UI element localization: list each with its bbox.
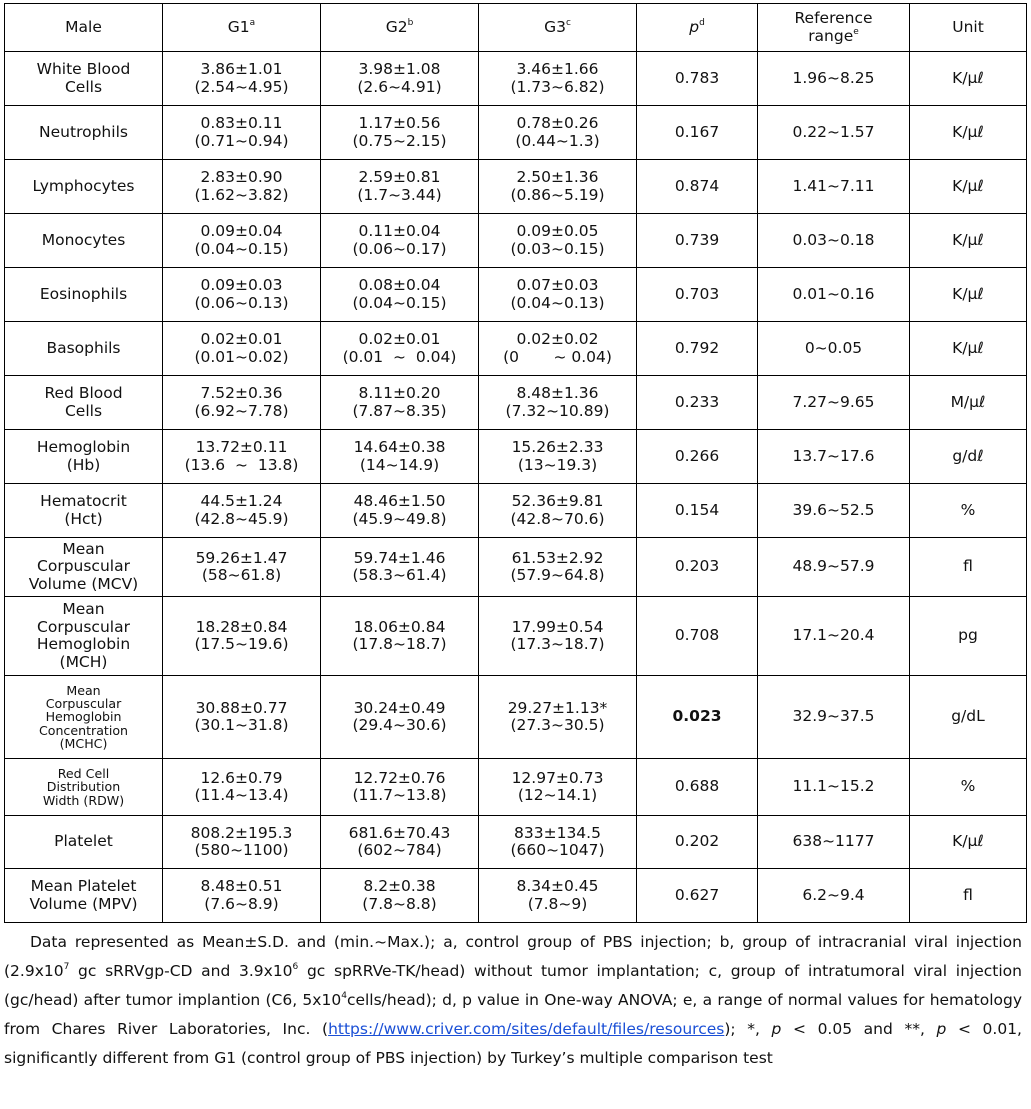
row-label-line: Mean Platelet <box>30 877 137 895</box>
g3-mean: 61.53±2.92 <box>511 548 604 567</box>
g2-range: (2.6~4.91) <box>357 77 442 96</box>
row-label-line: Hematocrit <box>40 492 127 510</box>
footnote-text-6: < 0.05 and **, <box>781 1020 937 1038</box>
reference-range: 17.1~20.4 <box>758 597 910 676</box>
g1-cell <box>163 869 321 923</box>
row-label-line: Monocytes <box>41 230 126 249</box>
row-label <box>5 322 163 376</box>
g2-cell <box>321 484 479 538</box>
p-value: 0.708 <box>637 597 758 676</box>
g1-range: (0.71~0.94) <box>194 131 289 150</box>
g2-range: (7.87~8.35) <box>352 401 447 420</box>
g2-cell <box>321 376 479 430</box>
g3-range: (42.8~70.6) <box>510 509 605 528</box>
footnote-sup-2: 6 <box>292 962 299 972</box>
footnote-p-2: p <box>936 1020 947 1038</box>
g1-mean: 44.5±1.24 <box>200 492 283 510</box>
g2-mean: 1.17±0.56 <box>358 114 441 132</box>
g1-range: (1.62~3.82) <box>194 185 289 204</box>
p-value: 0.203 <box>637 538 758 597</box>
g2-range: (7.8~8.8) <box>362 894 437 913</box>
g2-mean: 12.72±0.76 <box>353 768 446 787</box>
row-label-line: (Hct) <box>64 509 103 528</box>
criver-link[interactable]: https://www.criver.com/sites/default/files/resources <box>328 1020 725 1038</box>
header-p <box>637 4 758 52</box>
g2-mean: 8.2±0.38 <box>363 877 436 895</box>
g2-range: (602~784) <box>357 841 442 859</box>
row-label-line: Width (RDW) <box>42 792 125 808</box>
row-label-line: Volume (MCV) <box>28 574 139 593</box>
g2-mean: 2.59±0.81 <box>358 168 441 186</box>
reference-range: 1.41~7.11 <box>758 160 910 214</box>
g1-range: (580~1100) <box>194 841 289 859</box>
row-label-line: Mean <box>66 682 101 698</box>
row-label <box>5 214 163 268</box>
reference-range: 39.6~52.5 <box>758 484 910 538</box>
row-label-line: (Hb) <box>66 455 101 474</box>
g3-cell <box>479 322 637 376</box>
table-row <box>5 322 1027 376</box>
footnote-text-1: Data represented as Mean±S.D. and (min.~Max.); a, control group of PBS injection; b, group of intracranial viral injection (2.9x10 <box>4 933 1022 980</box>
g3-range: (12~14.1) <box>517 786 598 804</box>
g2-mean: 681.6±70.43 <box>348 823 451 842</box>
g2-range: (0.01 ~ 0.04) <box>342 347 457 366</box>
row-label-line: Red Cell <box>57 766 110 782</box>
g3-range: (7.8~9) <box>527 894 588 913</box>
g2-cell <box>321 597 479 676</box>
header-g2-sup: b <box>407 17 414 28</box>
unit: % <box>910 484 1027 538</box>
g1-mean: 7.52±0.36 <box>200 384 283 402</box>
reference-range: 1.96~8.25 <box>758 52 910 106</box>
g1-mean: 30.88±0.77 <box>195 698 288 717</box>
table-row <box>5 52 1027 106</box>
g1-range: (2.54~4.95) <box>194 77 289 96</box>
g3-cell <box>479 816 637 869</box>
g2-mean: 18.06±0.84 <box>353 617 446 636</box>
g1-range: (42.8~45.9) <box>194 509 289 528</box>
p-value: 0.154 <box>637 484 758 538</box>
g1-cell <box>163 160 321 214</box>
g2-range: (0.75~2.15) <box>352 131 447 150</box>
reference-range: 48.9~57.9 <box>758 538 910 597</box>
g1-cell <box>163 759 321 816</box>
row-label-line: (MCHC) <box>59 735 108 751</box>
g3-mean: 15.26±2.33 <box>511 438 604 456</box>
reference-range: 638~1177 <box>758 816 910 869</box>
p-value: 0.202 <box>637 816 758 869</box>
p-value: 0.874 <box>637 160 758 214</box>
header-g1-sup: a <box>249 17 256 28</box>
reference-range: 32.9~37.5 <box>758 676 910 759</box>
unit: fl <box>910 869 1027 923</box>
header-g3 <box>479 4 637 52</box>
g3-mean: 8.48±1.36 <box>516 384 599 402</box>
g3-range: (1.73~6.82) <box>510 77 605 96</box>
g3-mean: 2.50±1.36 <box>516 168 599 186</box>
g2-mean: 48.46±1.50 <box>353 492 446 510</box>
g2-mean: 0.11±0.04 <box>358 222 441 240</box>
g3-cell <box>479 430 637 484</box>
footnote-p-1: p <box>771 1020 782 1038</box>
g1-mean: 12.6±0.79 <box>200 768 283 787</box>
g3-range: (13~19.3) <box>517 455 598 474</box>
table-row <box>5 676 1027 759</box>
g2-cell <box>321 160 479 214</box>
reference-range: 0.03~0.18 <box>758 214 910 268</box>
row-label <box>5 106 163 160</box>
g2-mean: 30.24±0.49 <box>353 698 446 717</box>
g3-range: (7.32~10.89) <box>505 401 610 420</box>
g2-cell <box>321 869 479 923</box>
row-label <box>5 160 163 214</box>
g1-range: (11.4~13.4) <box>194 786 289 804</box>
row-label-line: Cells <box>64 401 103 420</box>
unit: pg <box>910 597 1027 676</box>
g2-mean: 14.64±0.38 <box>353 438 446 456</box>
unit: M/μℓ <box>910 376 1027 430</box>
g2-range: (14~14.9) <box>359 455 440 474</box>
g3-mean: 17.99±0.54 <box>511 617 604 636</box>
g3-mean: 0.07±0.03 <box>516 276 599 294</box>
g1-range: (0.01~0.02) <box>194 347 289 366</box>
g1-range: (17.5~19.6) <box>194 635 289 653</box>
g3-mean: 8.34±0.45 <box>516 877 599 895</box>
reference-range: 6.2~9.4 <box>758 869 910 923</box>
header-ref-sup: e <box>853 26 859 37</box>
g1-mean: 0.09±0.03 <box>200 276 283 294</box>
p-value: 0.783 <box>637 52 758 106</box>
p-value: 0.688 <box>637 759 758 816</box>
p-value: 0.627 <box>637 869 758 923</box>
row-label-line: Corpuscular <box>37 617 130 636</box>
g3-range: (0.44~1.3) <box>515 131 600 150</box>
unit: K/μℓ <box>910 268 1027 322</box>
g3-mean: 29.27±1.13* <box>507 698 608 717</box>
g2-cell <box>321 322 479 376</box>
table-row <box>5 484 1027 538</box>
reference-range: 0.22~1.57 <box>758 106 910 160</box>
table-row <box>5 376 1027 430</box>
row-label-line: Basophils <box>46 338 121 357</box>
reference-range: 11.1~15.2 <box>758 759 910 816</box>
reference-range: 0.01~0.16 <box>758 268 910 322</box>
p-value: 0.703 <box>637 268 758 322</box>
table-row <box>5 214 1027 268</box>
g1-range: (0.04~0.15) <box>194 239 289 258</box>
g3-cell <box>479 268 637 322</box>
header-g3-sup: c <box>565 17 571 28</box>
row-label <box>5 268 163 322</box>
g1-range: (13.6 ~ 13.8) <box>184 455 299 474</box>
g3-cell <box>479 676 637 759</box>
g3-mean: 12.97±0.73 <box>511 768 604 787</box>
g2-range: (29.4~30.6) <box>352 716 447 734</box>
g1-mean: 0.83±0.11 <box>200 114 283 132</box>
g2-cell <box>321 538 479 597</box>
header-sex: Male <box>5 4 163 52</box>
row-label-line: Mean <box>62 539 105 558</box>
footnote-text-3: gc spRRVe-TK/head) without tumor implantation; c, group of intratumoral viral injection (gc/head) after tumor implantion (C6, 5x10 <box>4 962 1022 1009</box>
g3-range: (0 ~ 0.04) <box>503 347 612 366</box>
g1-cell <box>163 676 321 759</box>
unit: % <box>910 759 1027 816</box>
g1-range: (7.6~8.9) <box>204 894 279 913</box>
table-row <box>5 759 1027 816</box>
g3-cell <box>479 52 637 106</box>
row-label <box>5 869 163 923</box>
row-label-line: Corpuscular <box>45 696 122 712</box>
row-label-line: (MCH) <box>59 652 108 671</box>
p-value: 0.792 <box>637 322 758 376</box>
g3-mean: 3.46±1.66 <box>516 60 599 78</box>
row-label-line: Hemoglobin <box>36 438 131 456</box>
g2-range: (45.9~49.8) <box>352 509 447 528</box>
table-row <box>5 106 1027 160</box>
p-value: 0.233 <box>637 376 758 430</box>
g2-cell <box>321 52 479 106</box>
footnote-text-2: gc sRRVgp-CD and 3.9x10 <box>69 962 293 980</box>
g3-range: (57.9~64.8) <box>510 566 605 584</box>
g3-range: (17.3~18.7) <box>510 635 605 653</box>
g1-mean: 0.09±0.04 <box>200 222 283 240</box>
row-label <box>5 597 163 676</box>
g3-cell <box>479 759 637 816</box>
g2-mean: 3.98±1.08 <box>358 60 441 78</box>
g3-range: (0.03~0.15) <box>510 239 605 258</box>
g1-cell <box>163 268 321 322</box>
g2-range: (1.7~3.44) <box>357 185 442 204</box>
footnote-text-5: ); *, <box>724 1020 772 1038</box>
g1-mean: 18.28±0.84 <box>195 617 288 636</box>
g2-range: (0.06~0.17) <box>352 239 447 258</box>
hematology-table <box>4 3 1027 923</box>
row-label <box>5 816 163 869</box>
unit: K/μℓ <box>910 322 1027 376</box>
g1-cell <box>163 597 321 676</box>
g2-mean: 0.02±0.01 <box>358 330 441 348</box>
g3-cell <box>479 869 637 923</box>
unit: K/μℓ <box>910 214 1027 268</box>
row-label <box>5 376 163 430</box>
g2-cell <box>321 759 479 816</box>
row-label-line: Concentration <box>38 722 129 738</box>
row-label-line: Platelet <box>54 832 113 851</box>
header-row <box>5 4 1027 52</box>
header-g1 <box>163 4 321 52</box>
g3-range: (0.86~5.19) <box>510 185 605 204</box>
table-container <box>4 3 1026 1073</box>
g2-range: (58.3~61.4) <box>352 566 447 584</box>
row-label <box>5 759 163 816</box>
g1-mean: 59.26±1.47 <box>195 548 288 567</box>
reference-range: 7.27~9.65 <box>758 376 910 430</box>
table-row <box>5 160 1027 214</box>
table-row <box>5 816 1027 869</box>
g1-cell <box>163 322 321 376</box>
g1-mean: 3.86±1.01 <box>200 60 283 78</box>
g2-range: (11.7~13.8) <box>352 786 447 804</box>
unit: g/dL <box>910 676 1027 759</box>
footnote-sup-1: 7 <box>63 962 70 972</box>
header-reference-range <box>758 4 910 52</box>
row-label-line: Volume (MPV) <box>29 894 138 913</box>
g1-range: (58~61.8) <box>201 566 282 584</box>
footnote <box>4 928 1026 1073</box>
g2-cell <box>321 430 479 484</box>
g2-range: (0.04~0.15) <box>352 293 447 312</box>
p-value: 0.266 <box>637 430 758 484</box>
row-label-line: Neutrophils <box>39 122 128 141</box>
unit: fl <box>910 538 1027 597</box>
header-ref-line2: range <box>808 26 854 45</box>
g1-cell <box>163 816 321 869</box>
row-label-line: Cells <box>64 77 103 96</box>
table-row <box>5 538 1027 597</box>
row-label-line: Mean <box>62 600 105 618</box>
g2-cell <box>321 676 479 759</box>
row-label-line: Red Blood <box>44 384 123 402</box>
g1-range: (0.06~0.13) <box>194 293 289 312</box>
g1-cell <box>163 430 321 484</box>
g3-mean: 52.36±9.81 <box>511 492 604 510</box>
g1-mean: 2.83±0.90 <box>200 168 283 186</box>
p-value: 0.167 <box>637 106 758 160</box>
g3-range: (660~1047) <box>510 841 605 859</box>
g1-range: (6.92~7.78) <box>194 401 289 420</box>
p-value: 0.023 <box>637 676 758 759</box>
row-label-line: Distribution <box>46 779 121 795</box>
row-label-line: Lymphocytes <box>32 176 135 195</box>
header-g3-label: G3 <box>544 17 566 36</box>
g3-cell <box>479 597 637 676</box>
header-p-label: p <box>689 17 700 36</box>
row-label <box>5 52 163 106</box>
row-label <box>5 430 163 484</box>
header-g1-label: G1 <box>227 17 250 36</box>
row-label-line: Hemoglobin <box>45 709 122 725</box>
row-label-line: White Blood <box>36 60 131 78</box>
row-label <box>5 484 163 538</box>
g2-cell <box>321 214 479 268</box>
g1-cell <box>163 52 321 106</box>
g1-mean: 13.72±0.11 <box>195 438 288 456</box>
p-value: 0.739 <box>637 214 758 268</box>
g1-cell <box>163 538 321 597</box>
g3-mean: 0.09±0.05 <box>516 222 599 240</box>
footnote-text-7: < 0.01, significantly different from G1 (control group of PBS injection) by Turkey’s multiple comparison test <box>4 1020 1022 1067</box>
header-unit: Unit <box>910 4 1027 52</box>
g2-range: (17.8~18.7) <box>352 635 447 653</box>
g2-cell <box>321 816 479 869</box>
unit: K/μℓ <box>910 160 1027 214</box>
g1-cell <box>163 376 321 430</box>
unit: K/μℓ <box>910 106 1027 160</box>
g1-cell <box>163 484 321 538</box>
g1-mean: 808.2±195.3 <box>190 823 293 842</box>
g3-range: (27.3~30.5) <box>510 716 605 734</box>
g1-cell <box>163 214 321 268</box>
g2-cell <box>321 268 479 322</box>
g3-cell <box>479 106 637 160</box>
g1-range: (30.1~31.8) <box>194 716 289 734</box>
row-label-line: Hemoglobin <box>36 635 131 653</box>
unit: K/μℓ <box>910 52 1027 106</box>
g2-mean: 59.74±1.46 <box>353 548 446 567</box>
header-g2-label: G2 <box>385 17 408 36</box>
g2-mean: 8.11±0.20 <box>358 384 441 402</box>
g3-cell <box>479 484 637 538</box>
g1-mean: 8.48±0.51 <box>200 877 283 895</box>
g3-range: (0.04~0.13) <box>510 293 605 312</box>
g3-mean: 0.02±0.02 <box>516 330 599 348</box>
g3-cell <box>479 160 637 214</box>
g2-mean: 0.08±0.04 <box>358 276 441 294</box>
table-row <box>5 597 1027 676</box>
reference-range: 0~0.05 <box>758 322 910 376</box>
row-label <box>5 538 163 597</box>
table-row <box>5 430 1027 484</box>
header-ref-line1: Reference <box>794 9 873 27</box>
g3-mean: 833±134.5 <box>514 823 601 842</box>
g3-cell <box>479 376 637 430</box>
header-g2 <box>321 4 479 52</box>
table-row <box>5 869 1027 923</box>
g3-cell <box>479 214 637 268</box>
row-label-line: Eosinophils <box>39 284 128 303</box>
g3-cell <box>479 538 637 597</box>
table-row <box>5 268 1027 322</box>
g1-cell <box>163 106 321 160</box>
footnote-sup-3: 4 <box>341 991 347 1001</box>
row-label <box>5 676 163 759</box>
g3-mean: 0.78±0.26 <box>516 114 599 132</box>
unit: K/μℓ <box>910 816 1027 869</box>
header-p-sup: d <box>699 17 705 28</box>
reference-range: 13.7~17.6 <box>758 430 910 484</box>
row-label-line: Corpuscular <box>37 557 130 576</box>
g1-mean: 0.02±0.01 <box>200 330 283 348</box>
g2-cell <box>321 106 479 160</box>
unit: g/dℓ <box>910 430 1027 484</box>
footnote-text-4: cells/head); d, p value in One-way ANOVA; e, a range of normal values for hematology from Chares River Laboratories, Inc. ( <box>4 991 1023 1038</box>
table-body <box>5 52 1027 923</box>
